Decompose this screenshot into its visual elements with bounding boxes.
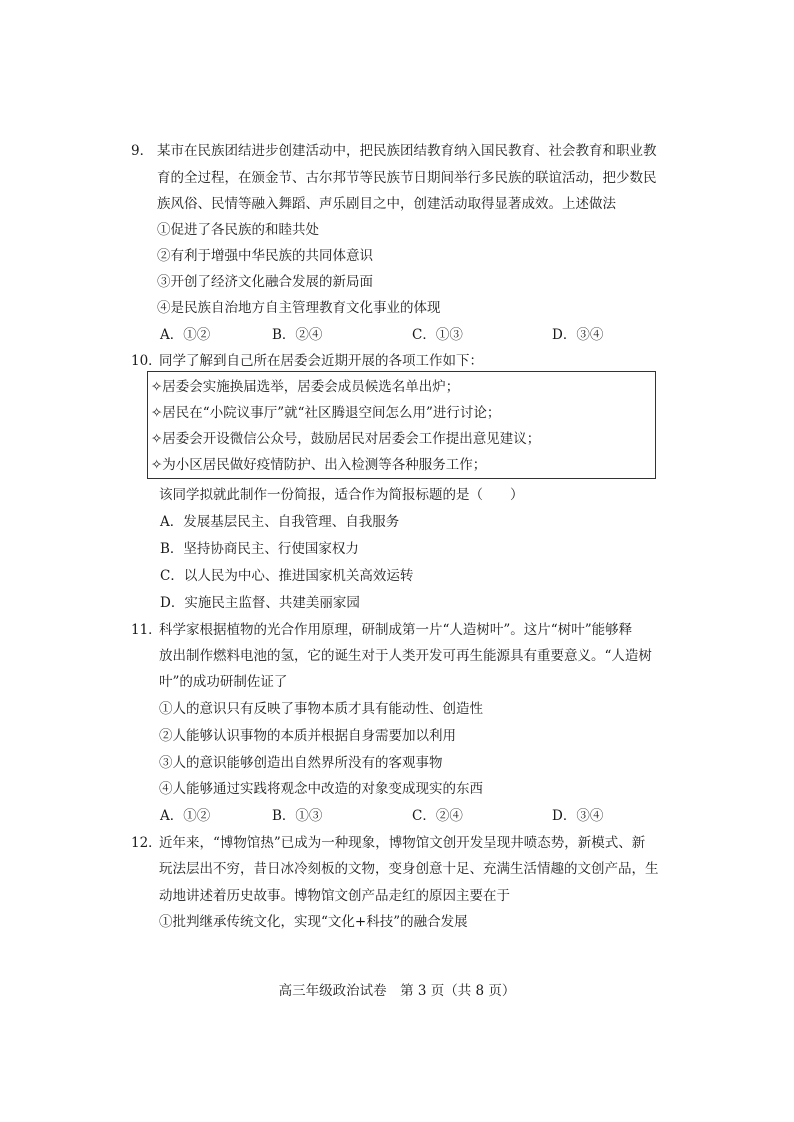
question-text-line: 叶”的成功研制佐证了: [159, 674, 288, 690]
question-number: 10．: [131, 353, 162, 369]
option-d: D．③④: [552, 808, 604, 824]
option-c: C．以人民为中心、推进国家机关高效运转: [160, 568, 414, 584]
option-a: A．①②: [160, 327, 211, 343]
statement-item: ④是民族自治地方自主管理教育文化事业的体现: [157, 300, 441, 316]
option-d: D．③④: [552, 327, 604, 343]
question-text-line: 科学家根据植物的光合作用原理，研制成第一片“人造树叶”。这片“树叶”能够释: [159, 622, 633, 638]
option-b: B．①③: [272, 808, 323, 824]
option-c: C．②④: [412, 808, 463, 824]
statement-item: ③人的意识能够创造出自然界所没有的客观事物: [159, 755, 443, 771]
question-text-line: 玩法层出不穷，昔日冰冷刻板的文物，变身创意十足、充满生活情趣的文创产品，生: [159, 861, 659, 877]
option-a: A．发展基层民主、自我管理、自我服务: [160, 514, 400, 530]
question-number: 9．: [131, 143, 154, 159]
statement-item: ②有利于增强中华民族的共同体意识: [157, 248, 373, 264]
box-item: ✧居委会开设微信公众号，鼓励居民对居委会工作提出意见建议；: [151, 431, 541, 447]
question-text-line: 近年来，“博物馆热”已成为一种现象，博物馆文创开发呈现井喷态势，新模式、新: [159, 835, 646, 851]
question-text-line: 放出制作燃料电池的氢，它的诞生对于人类开发可再生能源具有重要意义。“人造树: [159, 648, 652, 664]
option-b: B．②④: [272, 327, 323, 343]
question-text-line: 某市在民族团结进步创建活动中，把民族团结教育纳入国民教育、社会教育和职业教: [157, 143, 657, 159]
question-text-line: 族风俗、民情等融入舞蹈、声乐剧目之中，创建活动取得显著成效。上述做法: [157, 196, 616, 212]
option-c: C．①③: [412, 327, 463, 343]
statement-item: ①批判继承传统文化，实现“文化+科技”的融合发展: [159, 914, 468, 930]
statement-item: ①人的意识只有反映了事物本质才具有能动性、创造性: [159, 701, 483, 717]
question-text-line: 同学了解到自己所在居委会近期开展的各项工作如下：: [159, 353, 483, 369]
box-item: ✧居民在“小院议事厅”就“社区腾退空间怎么用”进行讨论；: [151, 405, 501, 421]
option-b: B．坚持协商民主、行使国家权力: [160, 541, 359, 557]
box-item: ✧居委会实施换届选举，居委会成员候选名单出炉；: [151, 379, 460, 395]
option-a: A．①②: [160, 808, 211, 824]
statement-item: ①促进了各民族的和睦共处: [157, 222, 319, 238]
option-d: D．实施民主监督、共建美丽家园: [160, 595, 360, 611]
statement-item: ③开创了经济文化融合发展的新局面: [157, 274, 373, 290]
question-number: 11．: [131, 622, 162, 638]
question-number: 12．: [131, 835, 162, 851]
info-box: [147, 371, 656, 479]
question-text-line: 育的全过程，在颁金节、古尔邦节等民族节日期间举行多民族的联谊活动，把少数民: [157, 170, 657, 186]
question-stem: 该同学拟就此制作一份简报，适合作为简报标题的是（ ）: [159, 487, 524, 503]
statement-item: ④人能够通过实践将观念中改造的对象变成现实的东西: [159, 781, 483, 797]
question-text-line: 动地讲述着历史故事。博物馆文创产品走红的原因主要在于: [159, 888, 510, 904]
box-item: ✧为小区居民做好疫情防护、出入检测等各种服务工作；: [151, 457, 487, 473]
statement-item: ②人能够认识事物的本质并根据自身需要加以利用: [159, 728, 456, 744]
page-footer: 高三年级政治试卷 第 3 页（共 8 页）: [278, 983, 516, 999]
